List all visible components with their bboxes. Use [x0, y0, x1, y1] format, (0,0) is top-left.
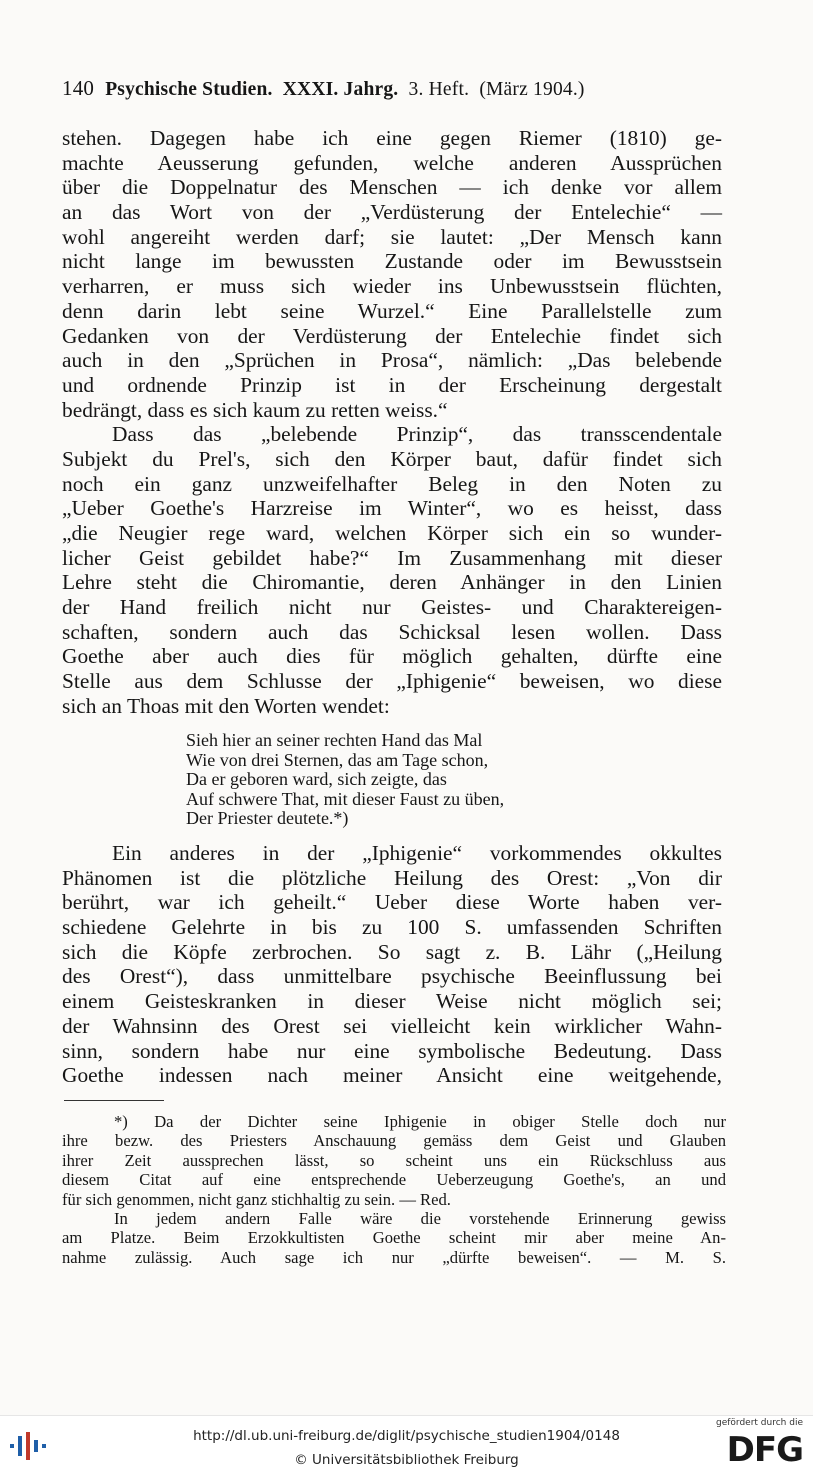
body-line: schaften, sondern auch das Schicksal lesen wollen. Dass: [62, 619, 722, 644]
footnote-line: nahme zulässig. Auch sage ich nur „dürfte beweisen“. — M. S.: [62, 1247, 726, 1267]
permalink[interactable]: http://dl.ub.uni-freiburg.de/diglit/psychische_studien1904/0148: [193, 1428, 620, 1444]
body-line: licher Geist gebildet habe?“ Im Zusammenhang mit dieser: [62, 545, 722, 570]
verse-line: Da er geboren ward, sich zeigte, das: [186, 769, 447, 790]
body-line: wohl angereiht werden darf; sie lautet: „Der Mensch kann: [62, 224, 722, 249]
body-line: schiedene Gelehrte in bis zu 100 S. umfassenden Schriften: [62, 915, 722, 940]
copyright-notice: © Universitätsbibliothek Freiburg: [294, 1452, 519, 1468]
body-line: Lehre steht die Chiromantie, deren Anhänger in den Linien: [62, 570, 722, 595]
body-text-continued: [62, 841, 722, 1088]
body-line: der Hand freilich nicht nur Geistes- und Charaktereigen-: [62, 595, 722, 620]
verse-quotation: [186, 731, 666, 829]
body-line: „die Neugier rege ward, welchen Körper sich ein so wunder-: [62, 521, 722, 545]
body-line: einem Geisteskranken in dieser Weise nicht möglich sei;: [62, 989, 722, 1014]
footnote-line: ihrer Zeit aussprechen lässt, so scheint uns ein Rückschluss aus: [62, 1150, 726, 1170]
journal-volume: XXXI. Jahrg.: [282, 79, 399, 100]
footnote-line: ihre bezw. des Priesters Anschauung gemäss dem Geist und Glauben: [62, 1131, 726, 1151]
footnote-line: für sich genommen, nicht ganz stichhaltig zu sein. — Red.: [62, 1189, 451, 1209]
page-number: 140: [62, 76, 95, 100]
body-line: an das Wort von der „Verdüsterung der Entelechie“ —: [62, 200, 722, 225]
footnote-line: diesem Citat auf eine entsprechende Ueberzeugung Goethe's, an und: [62, 1170, 726, 1190]
verse-line: Der Priester deutete.*): [186, 808, 349, 829]
body-line: nicht lange im bewussten Zustande oder im Bewusstsein: [62, 249, 722, 274]
body-line: stehen. Dagegen habe ich eine gegen Riemer (1810) ge-: [62, 126, 722, 150]
body-line: sinn, sondern habe nur eine symbolische Bedeutung. Dass: [62, 1038, 722, 1063]
body-text: [62, 126, 722, 719]
body-line: noch ein ganz unzweifelhafter Beleg in den Noten zu: [62, 471, 722, 496]
footnote-line: am Platze. Beim Erzokkultisten Goethe scheint mir aber meine An-: [62, 1228, 726, 1248]
body-line: Subjekt du Prel's, sich den Körper baut, dafür findet sich: [62, 446, 722, 471]
funder-note: gefördert durch die: [716, 1418, 803, 1428]
body-line: Dass das „belebende Prinzip“, das transscendentale: [112, 422, 722, 447]
running-header: [62, 76, 682, 101]
verse-line: Wie von drei Sternen, das am Tage schon,: [186, 749, 489, 770]
body-line: Stelle aus dem Schlusse der „Iphigenie“ beweisen, wo diese: [62, 669, 722, 694]
body-line: sich an Thoas mit den Worten wendet:: [62, 693, 390, 718]
body-line: Phänomen ist die plötzliche Heilung des Orest: „Von dir: [62, 865, 722, 890]
footnotes: [62, 1112, 726, 1267]
journal-title: Psychische Studien.: [105, 79, 273, 100]
body-line: denn darin lebt seine Wurzel.“ Eine Parallelstelle zum: [62, 298, 722, 323]
body-line: über die Doppelnatur des Menschen — ich denke vor allem: [62, 175, 722, 200]
journal-date: (März 1904.): [479, 79, 585, 100]
body-line: Ein anderes in der „Iphigenie“ vorkommendes okkultes: [112, 841, 722, 865]
footnote-divider: [64, 1100, 164, 1101]
verse-line: Sieh hier an seiner rechten Hand das Mal: [186, 730, 483, 750]
body-line: „Ueber Goethe's Harzreise im Winter“, wo es heisst, dass: [62, 496, 722, 521]
body-line: verharren, er muss sich wieder ins Unbewusstsein flüchten,: [62, 274, 722, 299]
body-line: Goethe indessen nach meiner Ansicht eine weitgehende,: [62, 1063, 722, 1088]
body-line: berührt, war ich geheilt.“ Ueber diese Worte haben ver-: [62, 890, 722, 915]
body-line: Gedanken von der Verdüsterung der Entelechie findet sich: [62, 323, 722, 348]
footnote-line: *) Da der Dichter seine Iphigenie in obiger Stelle doch nur: [114, 1112, 726, 1131]
body-line: des Orest“), dass unmittelbare psychische Beeinflussung bei: [62, 964, 722, 989]
footnote-line: In jedem andern Falle wäre die vorstehende Erinnerung gewiss: [114, 1208, 726, 1228]
body-line: auch in den „Sprüchen in Prosa“, nämlich: „Das belebende: [62, 348, 722, 373]
journal-issue: 3. Heft.: [408, 79, 470, 100]
body-line: machte Aeusserung gefunden, welche anderen Aussprüchen: [62, 150, 722, 175]
digitization-footer: [0, 1415, 813, 1474]
body-line: sich die Köpfe zerbrochen. So sagt z. B. Lähr („Heilung: [62, 939, 722, 964]
body-line: bedrängt, dass es sich kaum zu retten weiss.“: [62, 397, 448, 422]
dfg-logo-icon: DFG: [726, 1430, 803, 1470]
body-line: Goethe aber auch dies für möglich gehalten, dürfte eine: [62, 644, 722, 669]
verse-line: Auf schwere That, mit dieser Faust zu üben,: [186, 788, 505, 809]
body-line: und ordnende Prinzip ist in der Erscheinung dergestalt: [62, 372, 722, 397]
body-line: der Wahnsinn des Orest sei vielleicht kein wirklicher Wahn-: [62, 1013, 722, 1038]
